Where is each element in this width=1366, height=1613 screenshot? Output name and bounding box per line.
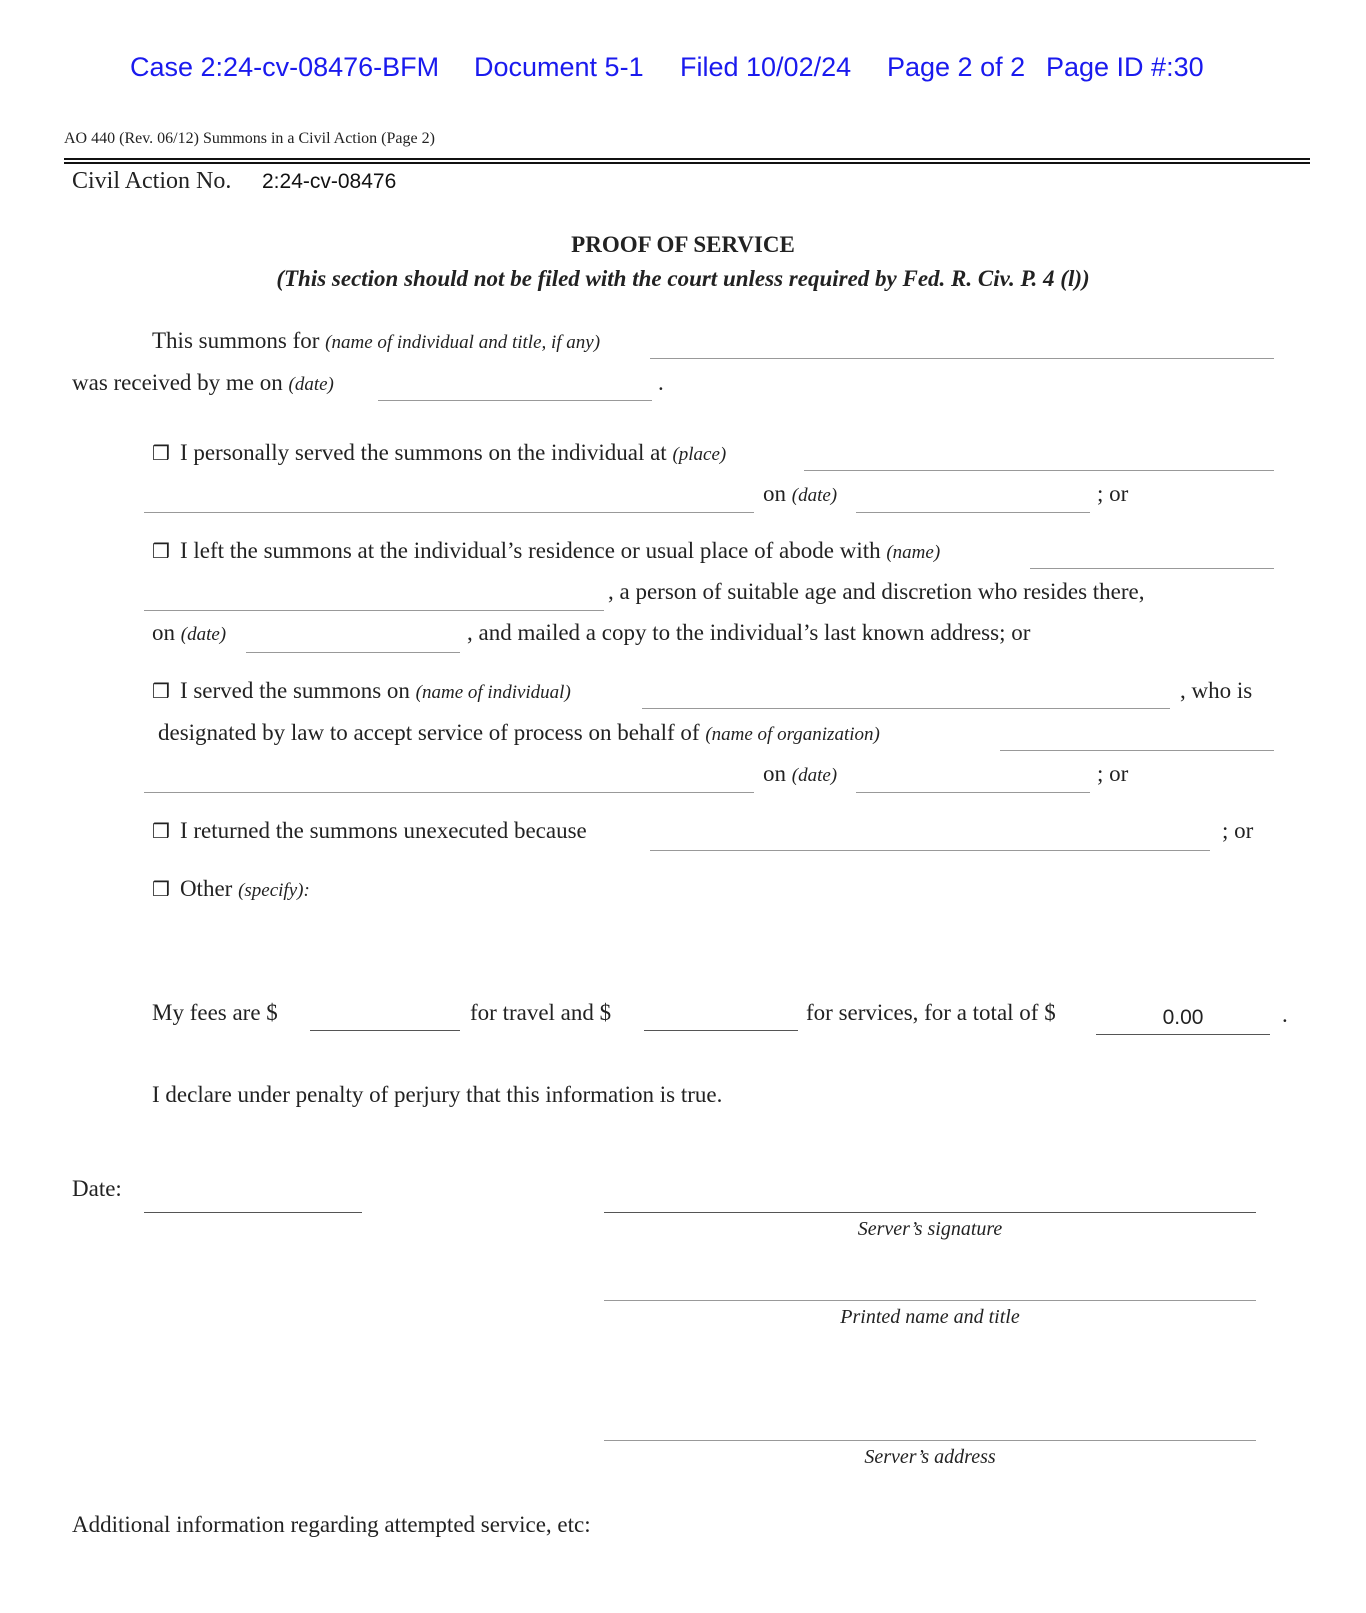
page-subtitle: (This section should not be filed with the court unless required by Fed. R. Civ. P. 4 (l)) bbox=[276, 266, 1090, 291]
unexecuted-or: ; or bbox=[1222, 818, 1254, 843]
agent-org-field[interactable] bbox=[1000, 750, 1274, 751]
travel-fee-field[interactable] bbox=[310, 1030, 460, 1031]
personal-date-field[interactable] bbox=[856, 512, 1090, 513]
agent-designated bbox=[158, 720, 880, 746]
residence-on bbox=[152, 620, 226, 646]
signature-date-field[interactable] bbox=[144, 1212, 362, 1213]
option-other bbox=[152, 876, 310, 902]
option-agent bbox=[152, 678, 571, 704]
personal-label: I personally served the summons on the individual at bbox=[179, 440, 667, 465]
filed-date: Filed 10/02/24 bbox=[680, 52, 852, 82]
agent-designated-label: designated by law to accept service of process on behalf of bbox=[158, 720, 700, 745]
page-id: Page ID #:30 bbox=[1046, 52, 1204, 82]
page-count: Page 2 of 2 bbox=[887, 52, 1026, 82]
residence-date-hint: (date) bbox=[180, 624, 227, 645]
received-label: was received by me on bbox=[72, 370, 283, 395]
server-signature-caption: Server’s signature bbox=[857, 1218, 1003, 1240]
received-line bbox=[72, 370, 334, 396]
summons-for-hint: (name of individual and title, if any) bbox=[325, 332, 601, 353]
total-fee-value[interactable]: 0.00 bbox=[1162, 1006, 1204, 1029]
unexecuted-label: I returned the summons unexecuted because bbox=[179, 818, 587, 843]
services-label: for services, for a total of $ bbox=[806, 1000, 1056, 1025]
residence-name-field-continued[interactable] bbox=[144, 610, 604, 611]
header-rule-bottom bbox=[64, 162, 1310, 164]
case-number: Case 2:24-cv-08476-BFM bbox=[130, 52, 440, 82]
checkbox-agent[interactable]: ❒ bbox=[152, 679, 170, 703]
residence-suitable: , a person of suitable age and discretion who resides there, bbox=[608, 579, 1145, 604]
checkbox-unexecuted[interactable]: ❒ bbox=[152, 819, 170, 843]
personal-place-hint: (place) bbox=[672, 444, 727, 465]
agent-who-is: , who is bbox=[1180, 678, 1253, 703]
printed-name-caption: Printed name and title bbox=[840, 1306, 1020, 1328]
received-date-field[interactable] bbox=[378, 400, 652, 401]
civil-action-number: 2:24-cv-08476 bbox=[262, 170, 397, 193]
travel-label: for travel and $ bbox=[470, 1000, 612, 1025]
residence-name-hint: (name) bbox=[886, 542, 941, 563]
unexecuted-reason-field[interactable] bbox=[650, 850, 1210, 851]
server-address-caption: Server’s address bbox=[864, 1446, 996, 1468]
summons-for-label: This summons for bbox=[152, 328, 320, 353]
services-fee-field[interactable] bbox=[644, 1030, 798, 1031]
agent-label: I served the summons on bbox=[179, 678, 410, 703]
summons-for-line bbox=[152, 328, 600, 354]
date-label: Date: bbox=[72, 1176, 122, 1201]
agent-name-hint: (name of individual) bbox=[415, 682, 571, 703]
fees-period: . bbox=[1282, 1002, 1288, 1027]
agent-date-hint: (date) bbox=[791, 765, 838, 786]
agent-org-hint: (name of organization) bbox=[705, 724, 880, 745]
agent-date-field[interactable] bbox=[856, 792, 1090, 793]
personal-place-field-continued[interactable] bbox=[144, 512, 754, 513]
personal-date-hint: (date) bbox=[791, 485, 838, 506]
agent-name-field[interactable] bbox=[642, 708, 1170, 709]
civil-action-label: Civil Action No. bbox=[72, 168, 232, 194]
other-hint: (specify): bbox=[238, 880, 310, 901]
personal-place-field[interactable] bbox=[804, 470, 1274, 471]
personal-on bbox=[763, 481, 837, 507]
received-period: . bbox=[658, 370, 664, 395]
fees-label: My fees are $ bbox=[152, 1000, 278, 1025]
agent-or: ; or bbox=[1097, 761, 1129, 786]
residence-date-field[interactable] bbox=[246, 652, 460, 653]
agent-org-field-continued[interactable] bbox=[144, 792, 754, 793]
agent-on bbox=[763, 761, 837, 787]
residence-name-field[interactable] bbox=[1030, 568, 1274, 569]
summons-for-field[interactable] bbox=[650, 358, 1274, 359]
form-identifier: AO 440 (Rev. 06/12) Summons in a Civil Action (Page 2) bbox=[64, 130, 435, 147]
residence-label: I left the summons at the individual’s residence or usual place of abode with bbox=[179, 538, 881, 563]
agent-on-label: on bbox=[763, 761, 786, 786]
received-date-hint: (date) bbox=[288, 374, 334, 395]
additional-info-label: Additional information regarding attempted service, etc: bbox=[72, 1512, 591, 1537]
checkbox-personal[interactable]: ❒ bbox=[152, 441, 170, 465]
option-unexecuted bbox=[152, 818, 587, 844]
option-residence bbox=[152, 538, 940, 564]
checkbox-residence[interactable]: ❒ bbox=[152, 539, 170, 563]
declaration: I declare under penalty of perjury that this information is true. bbox=[152, 1082, 723, 1107]
filing-header bbox=[0, 52, 1366, 92]
checkbox-other[interactable]: ❒ bbox=[152, 877, 170, 901]
option-personal bbox=[152, 440, 726, 466]
page-title: PROOF OF SERVICE bbox=[571, 232, 795, 257]
document-number: Document 5-1 bbox=[474, 52, 644, 82]
printed-name-field[interactable] bbox=[604, 1300, 1256, 1301]
residence-on-label: on bbox=[152, 620, 175, 645]
header-rule-top bbox=[64, 158, 1310, 160]
personal-on-label: on bbox=[763, 481, 786, 506]
other-label: Other bbox=[179, 876, 233, 901]
personal-or: ; or bbox=[1097, 481, 1129, 506]
residence-mailed: , and mailed a copy to the individual’s last known address; or bbox=[467, 620, 1031, 645]
server-address-field[interactable] bbox=[604, 1440, 1256, 1441]
server-signature-field[interactable] bbox=[604, 1212, 1256, 1213]
total-fee-field[interactable] bbox=[1096, 1034, 1270, 1035]
